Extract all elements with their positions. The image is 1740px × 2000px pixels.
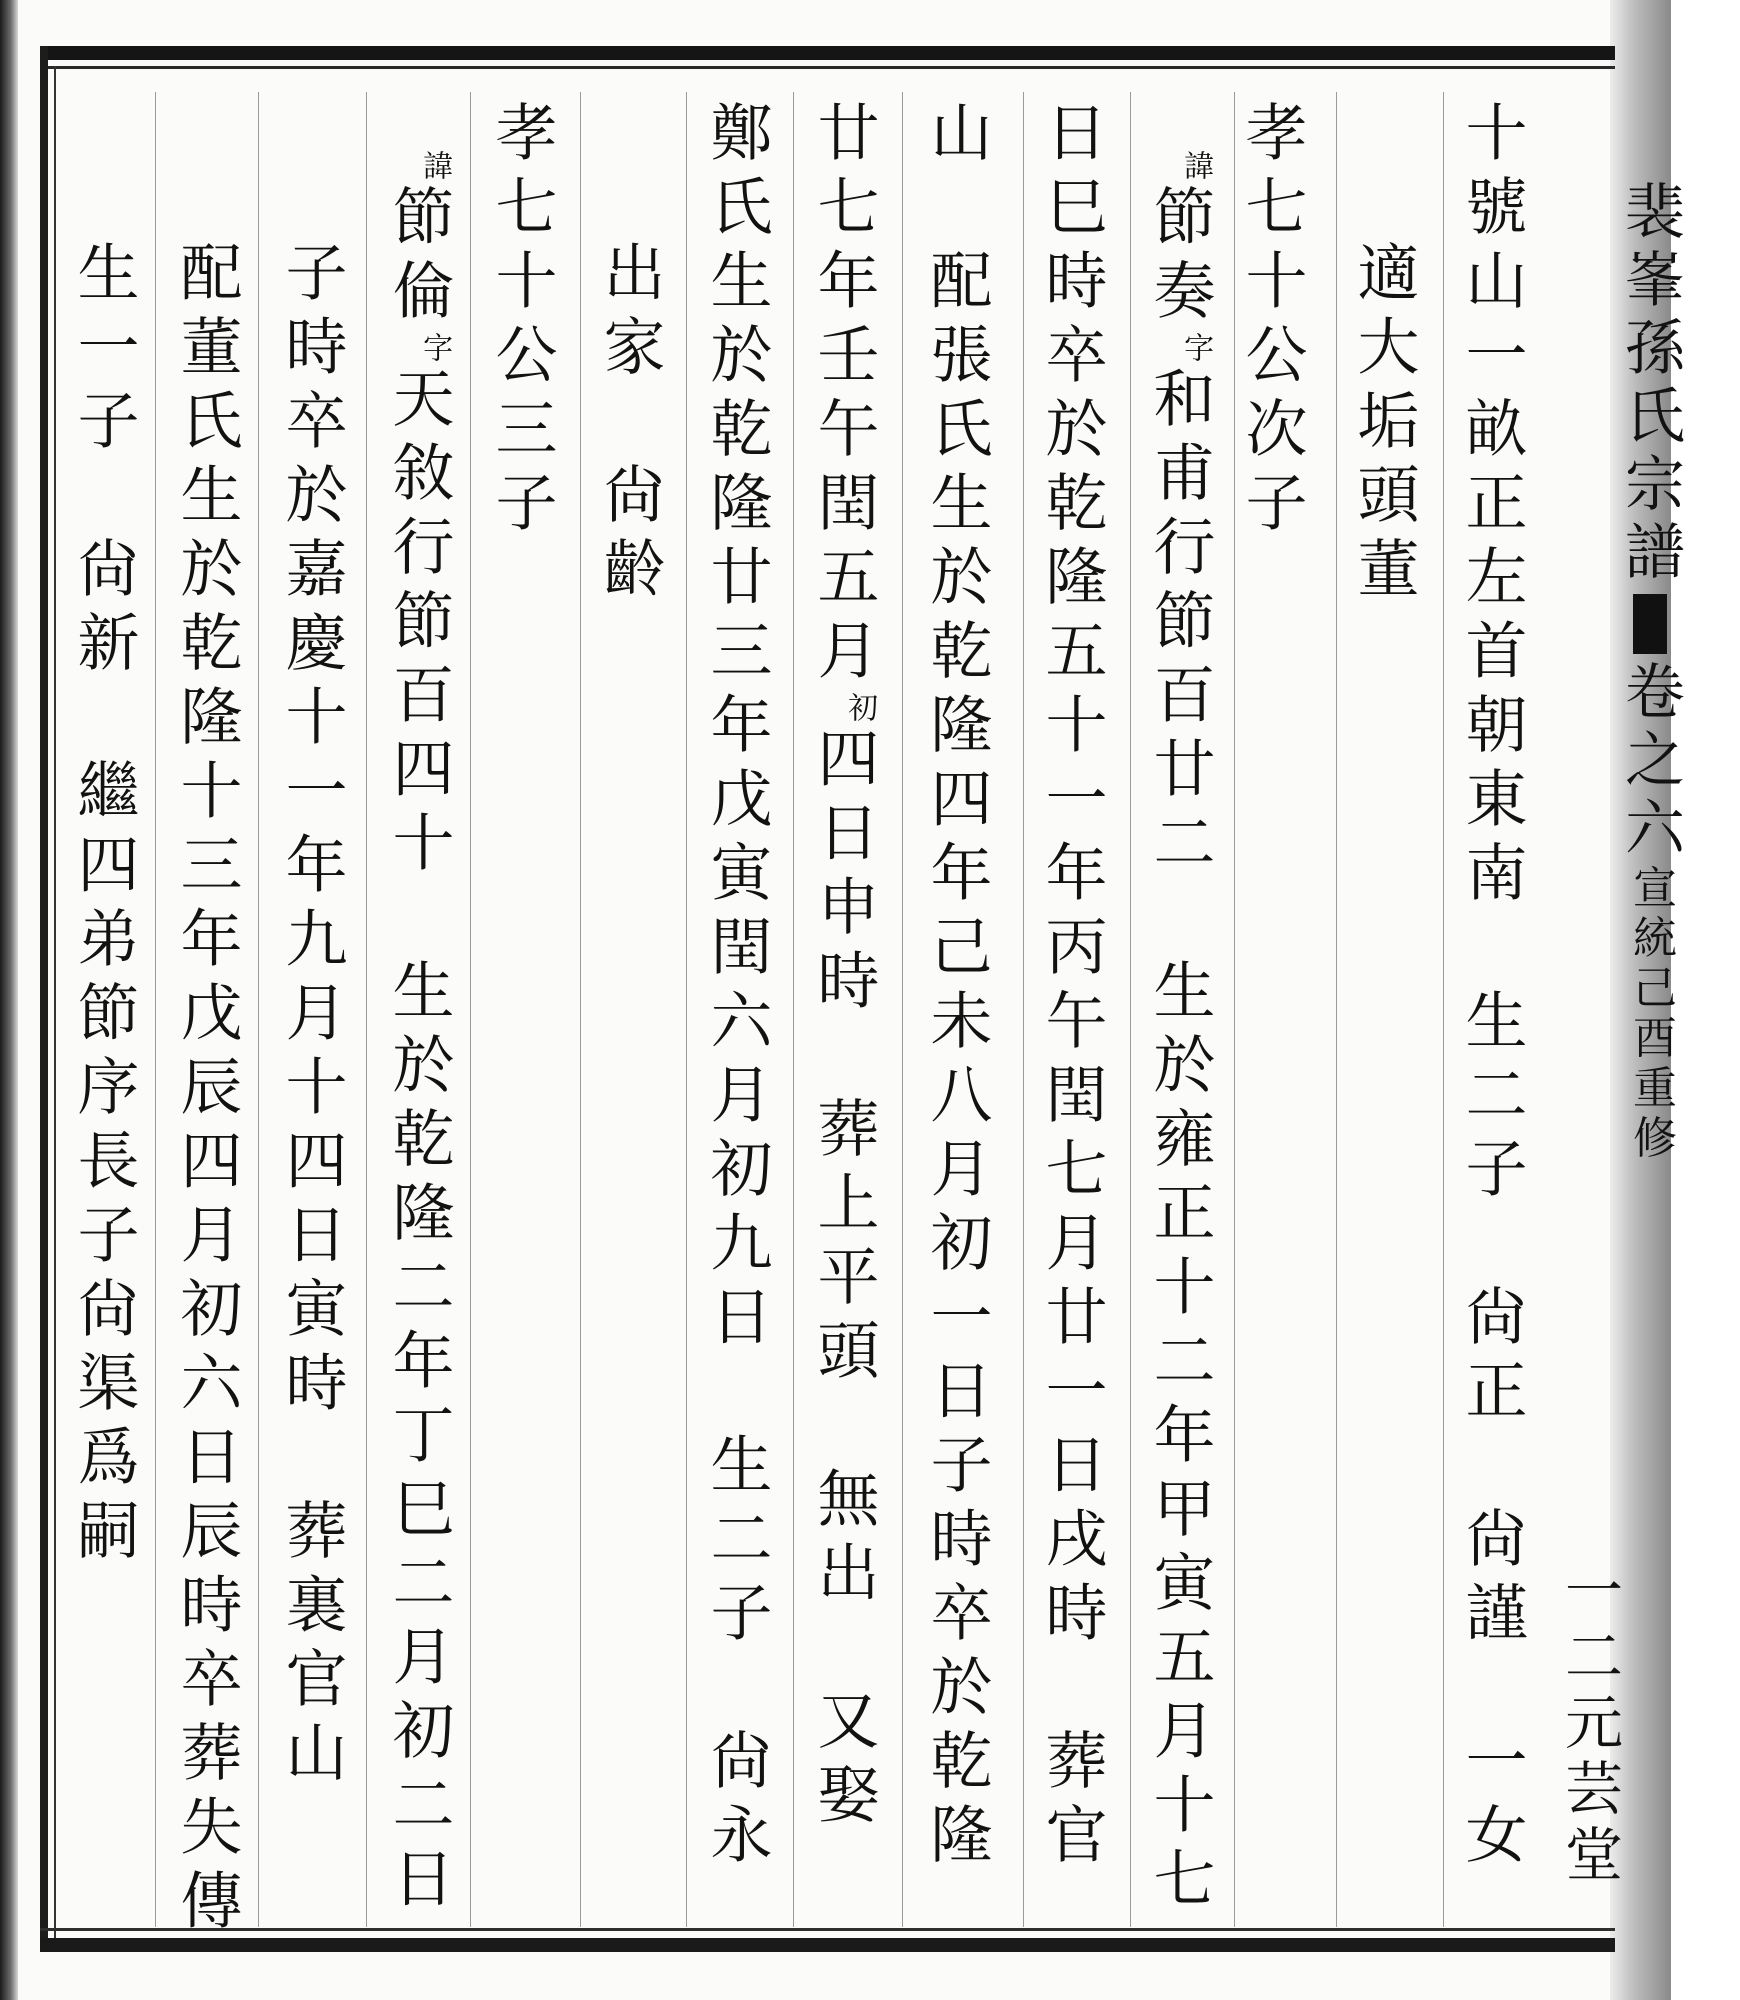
column-divider [793, 92, 794, 1927]
text-column-3: 孝七十公次子 [1235, 100, 1308, 544]
text-column-6: 山 配張氏生於乾隆四年己未八月初一日子時卒於乾隆 [920, 100, 993, 1876]
text-column-1: 十號山一畝正左首朝東南 生二子 尙正 尙謹 一女 [1455, 100, 1528, 1876]
text-column-4 [1143, 150, 1216, 1920]
hall-name: 一二元芸堂 [1555, 1560, 1623, 1890]
column-divider [1130, 92, 1131, 1927]
text-column-5: 日巳時卒於乾隆五十一年丙午閏七月廿一日戌時 葬官 [1035, 100, 1108, 1876]
column-divider [1336, 92, 1337, 1927]
border-top [40, 46, 1615, 60]
text-column-8: 鄭氏生於乾隆廿三年戊寅閏六月初九日 生二子 尙永 [700, 100, 773, 1876]
border-top-inner [40, 66, 1615, 69]
book-title: 裴峯孫氏宗譜 [1615, 180, 1685, 589]
courtesy-name-marker: 字 [417, 332, 453, 366]
courtesy-name-marker: 字 [1178, 332, 1214, 366]
fish-tail-mark [1633, 594, 1667, 654]
column-text: 四日申時 葬上平頭 無出 又娶 [807, 726, 880, 1836]
taboo-name-marker: 諱 [417, 150, 453, 184]
column-divider [1443, 92, 1444, 1927]
column-divider [686, 92, 687, 1927]
text-column-7 [807, 100, 880, 1836]
small-char: 初 [842, 692, 878, 726]
column-divider [902, 92, 903, 1927]
column-divider [258, 92, 259, 1927]
border-bottom-inner [40, 1928, 1615, 1931]
text-column-12: 子時卒於嘉慶十一年九月十四日寅時 葬裏官山 [275, 240, 348, 1794]
edition-note: 宣統己酉重修 [1625, 864, 1676, 1165]
column-divider [470, 92, 471, 1927]
column-divider [155, 92, 156, 1927]
column-text: 天敘行節百四十 生於乾隆二年丁巳二月初二日 [382, 366, 455, 1920]
name-text: 節奏 [1143, 184, 1216, 332]
text-column-11 [382, 150, 455, 1920]
taboo-name-marker: 諱 [1178, 150, 1214, 184]
book-spine-edge [0, 0, 18, 2000]
margin-header [1560, 72, 1740, 1164]
text-column-10: 孝七十公三子 [485, 100, 558, 544]
column-divider [1023, 92, 1024, 1927]
border-bottom [40, 1938, 1615, 1952]
text-column-13: 配董氏生於乾隆十三年戊辰四月初六日辰時卒葬失傳 [170, 240, 243, 1942]
column-text: 和甫行節百廿二 生於雍正十二年甲寅五月十七 [1143, 366, 1216, 1920]
text-column-2: 適大垢頭董 [1347, 240, 1420, 610]
column-text: 廿七年壬午閏五月 [807, 100, 880, 692]
border-left-inner [54, 66, 56, 1951]
text-column-14: 生一子 尙新 繼四弟節序長子尙渠爲嗣 [67, 240, 140, 1572]
column-divider [580, 92, 581, 1927]
column-divider [366, 92, 367, 1927]
border-left [40, 46, 48, 1951]
name-text: 節倫 [382, 184, 455, 332]
volume-label: 卷之六 [1615, 660, 1685, 865]
text-column-9: 出家 尙齡 [593, 240, 666, 610]
